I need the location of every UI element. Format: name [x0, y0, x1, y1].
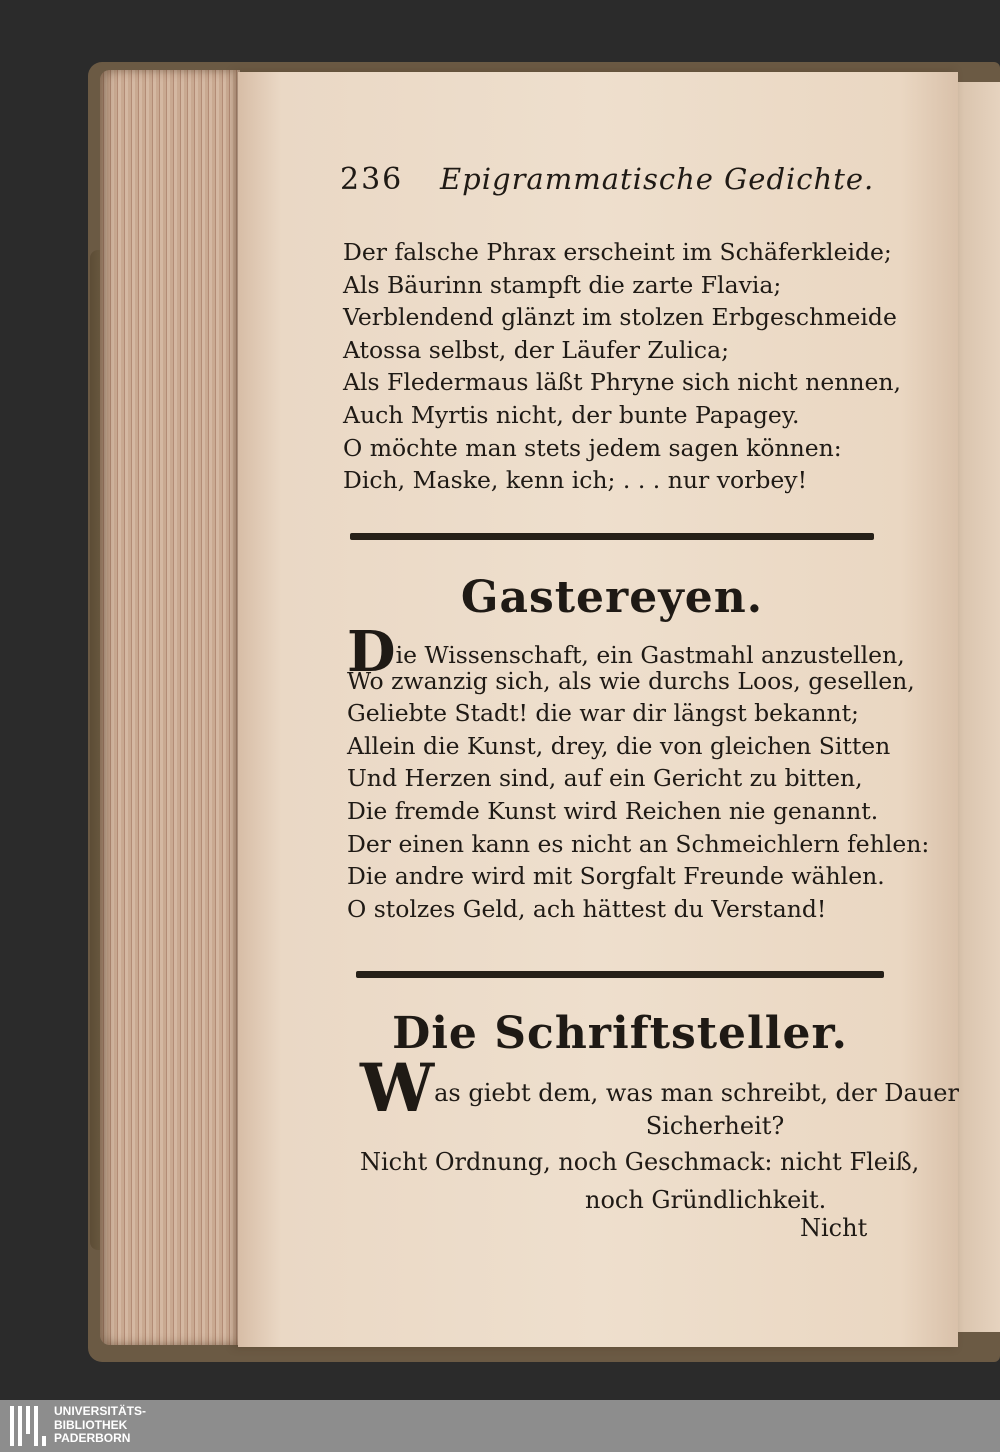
poem-line: Und Herzen sind, auf ein Gericht zu bitten, [347, 764, 863, 793]
poem-3 [360, 1049, 959, 1216]
poem-line: Auch Myrtis nicht, der bunte Papagey. [343, 400, 800, 429]
poem-line: Allein die Kunst, drey, die von gleichen Sitten [347, 731, 891, 760]
section-divider [350, 533, 874, 540]
poem-line-text: as giebt dem, was man schreibt, der Dauer [434, 1079, 959, 1107]
catchword: Nicht [800, 1214, 868, 1242]
poem-line-continuation: Sicherheit? [645, 1112, 785, 1140]
facing-page-edge [955, 82, 1000, 1332]
poem-line: Als Bäurinn stampft die zarte Flavia; [343, 270, 782, 299]
poem-title: Die Schriftsteller. [392, 1008, 848, 1059]
poem-1 [343, 236, 901, 497]
poem-line-text: ie Wissenschaft, ein Gastmahl anzustellen, [395, 641, 905, 669]
poem-line: Wo zwanzig sich, als wie durchs Loos, gesellen, [347, 666, 915, 695]
poem-line: Verblendend glänzt im stolzen Erbgeschmeide [343, 303, 897, 332]
page-header [340, 162, 900, 206]
poem-line: O stolzes Geld, ach hättest du Verstand! [347, 894, 827, 923]
page-number: 236 [340, 162, 404, 197]
running-title: Epigrammatische Gedichte. [440, 162, 875, 196]
poem-line: Geliebte Stadt! die war dir längst bekannt; [347, 699, 859, 728]
poem-line: Dich, Maske, kenn ich; . . . nur vorbey! [343, 466, 808, 495]
poem-title: Gastereyen. [460, 572, 764, 623]
library-logo-icon [8, 1406, 48, 1446]
drop-cap: W [360, 1049, 435, 1127]
poem-line: Der einen kann es nicht an Schmeichlern fehlen: [347, 829, 930, 858]
poem-line: Der falsche Phrax erscheint im Schäferkleide; [343, 238, 892, 266]
poem-line: O möchte man stets jedem sagen können: [343, 433, 842, 462]
drop-cap: D [347, 619, 396, 685]
poem-line: Die andre wird mit Sorgfalt Freunde wählen. [347, 862, 885, 891]
library-footer [0, 1400, 1000, 1452]
section-divider [356, 971, 884, 978]
library-logo-text: UNIVERSITÄTS- BIBLIOTHEK PADERBORN [54, 1404, 147, 1445]
page-edges [100, 70, 240, 1345]
poem-2 [347, 619, 930, 925]
poem-line: Die fremde Kunst wird Reichen nie genannt. [347, 796, 879, 825]
poem-line-continuation: noch Gründlichkeit. [585, 1186, 827, 1214]
poem-line: Als Fledermaus läßt Phryne sich nicht nennen, [343, 368, 902, 397]
poem-line: Atossa selbst, der Läufer Zulica; [343, 335, 730, 364]
poem-line: Nicht Ordnung, noch Geschmack: nicht Fleiß, [360, 1148, 920, 1176]
